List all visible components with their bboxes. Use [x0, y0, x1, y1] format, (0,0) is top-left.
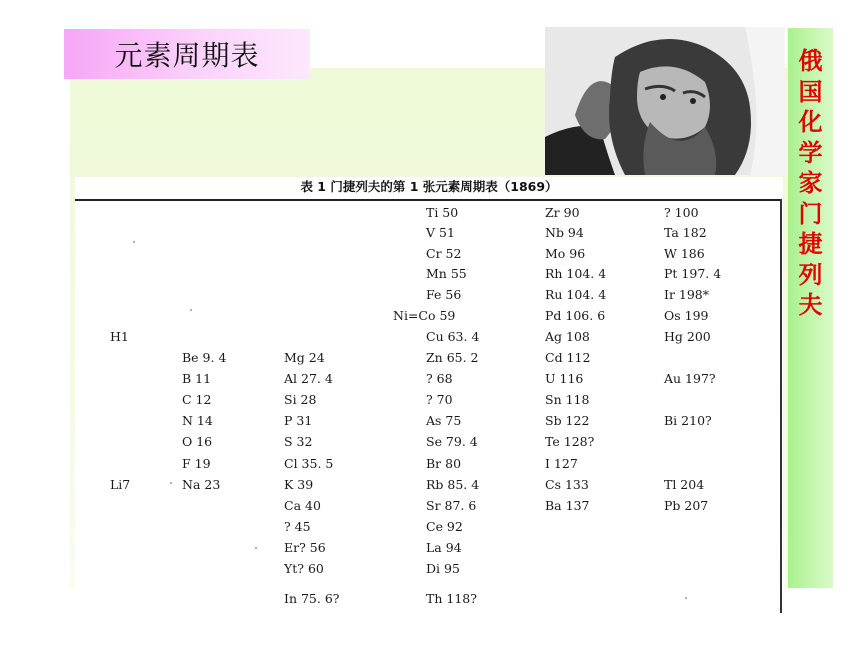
table-cell: Na 23 [182, 477, 221, 492]
table-cell: Er? 56 [284, 540, 326, 555]
table-cell: Fe 56 [426, 287, 462, 302]
table-cell: As 75 [426, 413, 462, 428]
table-cell: Cd 112 [545, 350, 591, 365]
table-cell: La 94 [426, 540, 462, 555]
table-cell: ? 45 [284, 519, 311, 534]
table-right-border [780, 199, 782, 613]
table-cell: Br 80 [426, 456, 462, 471]
table-cell: F 19 [182, 456, 211, 471]
table-cell: Cs 133 [545, 477, 589, 492]
table-cell: C 12 [182, 392, 212, 407]
table-cell: Au 197? [664, 371, 716, 386]
table-cell: Pd 106. 6 [545, 308, 606, 323]
page-title: 元素周期表 [114, 39, 260, 72]
table-cell: Ti 50 [426, 205, 459, 220]
table-cell: Mg 24 [284, 350, 325, 365]
portrait-photo [545, 27, 785, 175]
side-caption-bar [788, 28, 833, 588]
table-cell: Te 128? [545, 434, 595, 449]
table-cell: K 39 [284, 477, 314, 492]
table-cell: Di 95 [426, 561, 460, 576]
table-cell: V 51 [426, 225, 455, 240]
side-caption: 俄国化学家门捷列夫 [798, 47, 823, 319]
table-cell: Ca 40 [284, 498, 321, 513]
table-cell: Yt? 60 [284, 561, 324, 576]
table-cell: Ta 182 [664, 225, 707, 240]
table-cell: P 31 [284, 413, 313, 428]
table-cell: Ni=Co 59 [393, 308, 456, 323]
table-cell: B 11 [182, 371, 212, 386]
periodic-table-scan [75, 177, 783, 613]
table-cell: Pb 207 [664, 498, 709, 513]
table-cell: Zr 90 [545, 205, 580, 220]
table-cell: Sb 122 [545, 413, 590, 428]
table-cell: Mn 55 [426, 266, 467, 281]
table-cell: Ir 198* [664, 287, 709, 302]
table-cell: S 32 [284, 434, 313, 449]
table-cell: Nb 94 [545, 225, 584, 240]
scan-speck [685, 597, 687, 599]
title-banner [64, 29, 310, 79]
table-cell: Li7 [110, 477, 131, 492]
table-cell: H1 [110, 329, 129, 344]
scan-speck [170, 482, 172, 484]
table-cell: Ba 137 [545, 498, 590, 513]
table-cell: Pt 197. 4 [664, 266, 722, 281]
table-cell: Sn 118 [545, 392, 590, 407]
table-cell: Al 27. 4 [284, 371, 333, 386]
table-cell: In 75. 6? [284, 591, 340, 606]
table-cell: W 186 [664, 246, 705, 261]
table-cell: Cu 63. 4 [426, 329, 480, 344]
table-cell: ? 100 [664, 205, 699, 220]
table-cell: Ru 104. 4 [545, 287, 607, 302]
scan-speck [133, 241, 135, 243]
table-cell: Tl 204 [664, 477, 705, 492]
table-cell: Cl 35. 5 [284, 456, 334, 471]
table-cell: Ag 108 [545, 329, 590, 344]
scan-speck [190, 309, 192, 311]
table-cell: Bi 210? [664, 413, 712, 428]
table-cell: Sr 87. 6 [426, 498, 477, 513]
table-cell: ? 70 [426, 392, 453, 407]
table-cell: Mo 96 [545, 246, 586, 261]
table-cell: N 14 [182, 413, 213, 428]
table-cell: Zn 65. 2 [426, 350, 479, 365]
table-cell: Ce 92 [426, 519, 463, 534]
portrait-image [545, 27, 785, 175]
table-cell: Rb 85. 4 [426, 477, 480, 492]
scan-speck [255, 547, 257, 549]
table-cell: Rh 104. 4 [545, 266, 607, 281]
table-cell: I 127 [545, 456, 578, 471]
table-cell: Be 9. 4 [182, 350, 227, 365]
table-cell: Os 199 [664, 308, 709, 323]
table-cell: ? 68 [426, 371, 453, 386]
table-cell: Th 118? [426, 591, 477, 606]
table-cell: U 116 [545, 371, 584, 386]
table-cell: Hg 200 [664, 329, 711, 344]
table-cell: Se 79. 4 [426, 434, 478, 449]
table-top-rule [75, 199, 781, 201]
table-cell: Si 28 [284, 392, 317, 407]
table-cell: O 16 [182, 434, 213, 449]
table-caption: 表 1 门捷列夫的第 1 张元素周期表（1869） [300, 179, 558, 194]
table-cell: Cr 52 [426, 246, 462, 261]
